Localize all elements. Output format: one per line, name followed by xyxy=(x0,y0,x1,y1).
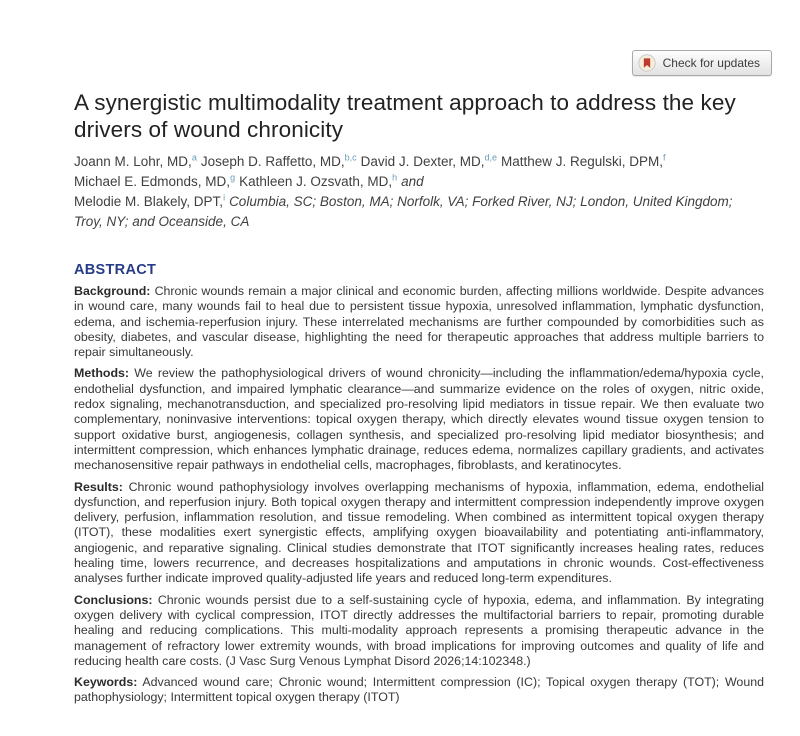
article-content xyxy=(0,89,800,706)
section-label: Results: xyxy=(74,479,123,494)
author xyxy=(239,174,397,189)
author-line-3 xyxy=(74,192,764,232)
author-list xyxy=(74,152,764,232)
badge-row xyxy=(0,0,800,76)
author-name: Joseph D. Raffetto, MD, xyxy=(200,154,345,169)
crossmark-icon xyxy=(638,54,656,72)
abstract-heading: ABSTRACT xyxy=(74,262,157,278)
section-label: Conclusions: xyxy=(74,592,153,607)
abstract-section-results xyxy=(74,480,764,587)
author xyxy=(361,154,497,169)
affiliation-superscript: b,c xyxy=(344,152,357,163)
section-text: Advanced wound care; Chronic wound; Intermittent compression (IC); Topical oxygen therapy (TOT); Wound pathophysiology; Intermittent topical oxygen therapy (ITOT) xyxy=(74,675,764,705)
author-affiliations: Columbia, SC; Boston, MA; Norfolk, VA; Forked River, NJ; London, United Kingdom; Troy, NY; and Oceanside, CA xyxy=(74,194,733,229)
author xyxy=(74,174,235,189)
author-name: Melodie M. Blakely, DPT, xyxy=(74,194,224,209)
abstract-section-conclusions xyxy=(74,593,764,669)
affiliation-superscript: i xyxy=(223,192,226,203)
author xyxy=(201,154,357,169)
section-label: Background: xyxy=(74,284,151,298)
affiliation-superscript: d,e xyxy=(484,152,497,163)
author-name: Michael E. Edmonds, MD, xyxy=(74,174,231,189)
affiliation-superscript: a xyxy=(191,152,197,163)
section-label: Keywords: xyxy=(74,675,138,690)
affiliation-superscript: f xyxy=(663,152,666,163)
author-line-1 xyxy=(74,152,764,172)
author-name: Matthew J. Regulski, DPM, xyxy=(500,154,664,169)
check-for-updates-button[interactable] xyxy=(632,50,772,76)
keywords-section xyxy=(74,675,764,706)
author-name: Kathleen J. Ozsvath, MD, xyxy=(239,174,393,189)
title-line-1: A synergistic multimodality treatment approach to address the key xyxy=(74,90,736,115)
article-title xyxy=(74,89,764,143)
section-text: Chronic wounds remain a major clinical and economic burden, affecting millions worldwide. Despite advances in wound care, many wounds fail to heal due to persistent tissue hypoxia, unresolved inflammation, lymphatic dysfunction, edema, and ischemia-reperfusion injury. These interrelated mechanisms are further compounded by comorbidities such as obesity, diabetes, and vascular disease, highlighting the need for therapeutic approaches that address multiple barriers to repair simultaneously. xyxy=(74,284,764,360)
author-line-2 xyxy=(74,172,764,192)
and-connector: and xyxy=(401,174,424,189)
author xyxy=(74,194,225,209)
section-text: Chronic wound pathophysiology involves overlapping mechanisms of hypoxia, inflammation, edema, endothelial dysfunction, and reperfusion injury. Both topical oxygen therapy and intermittent compression independently improve oxygen delivery, perfusion, inflammation resolution, and tissue remodeling. When combined as intermittent topical oxygen therapy (ITOT), these modalities exert synergistic effects, amplifying oxygen bioavailability and potentiating anti-inflammatory, angiogenic, and reparative signaling. Clinical studies demonstrate that ITOT significantly increases healing rates, reduces healing time, lowers recurrence, and decreases hospitalizations and amputations in chronic wounds. Cost-effectiveness analyses further indicate improved quality-adjusted life years and reduced long-term expenditures. xyxy=(74,479,764,586)
section-label: Methods: xyxy=(74,366,130,381)
affiliation-superscript: g xyxy=(230,172,236,183)
section-text: Chronic wounds persist due to a self-sustaining cycle of hypoxia, edema, and inflammation. By integrating oxygen delivery with cyclical compression, ITOT directly addresses the multifactorial barriers to repair, promoting durable healing and reducing complications. This multi-modality approach represents a promising therapeutic advance in the management of refractory lower extremity wounds, with broad implications for improving outcomes and quality of life and reducing health care costs. (J Vasc Surg Venous Lymphat Disord 2026;14:102348.) xyxy=(74,592,764,668)
abstract-section-background xyxy=(74,284,764,360)
author-name: David J. Dexter, MD, xyxy=(360,154,485,169)
affiliation-superscript: h xyxy=(392,172,398,183)
author xyxy=(74,154,197,169)
author xyxy=(501,154,666,169)
check-updates-label: Check for updates xyxy=(662,56,760,70)
abstract-section-methods xyxy=(74,366,764,473)
author-name: Joann M. Lohr, MD, xyxy=(74,154,192,169)
title-line-2: drivers of wound chronicity xyxy=(74,117,344,142)
section-text: We review the pathophysiological drivers of wound chronicity—including the inflammation/edema/hypoxia cycle, endothelial dysfunction, and impaired lymphatic clearance—and summarize evidence on the roles of oxygen, nitric oxide, redox signaling, mechanotransduction, and specialized pro-resolving lipid mediators in tissue repair. We then evaluate two complementary, noninvasive interventions: topical oxygen therapy, which directly elevates wound tissue oxygen tension to support oxidative burst, angiogenesis, collagen synthesis, and specialized pro-resolving lipid mediator biosynthesis; and intermittent compression, which enhances lymphatic drainage, reduces edema, normalizes capillary gradients, and activates mechanosensitive repair pathways in endothelial cells, macrophages, fibroblasts, and keratinocytes. xyxy=(74,366,764,473)
